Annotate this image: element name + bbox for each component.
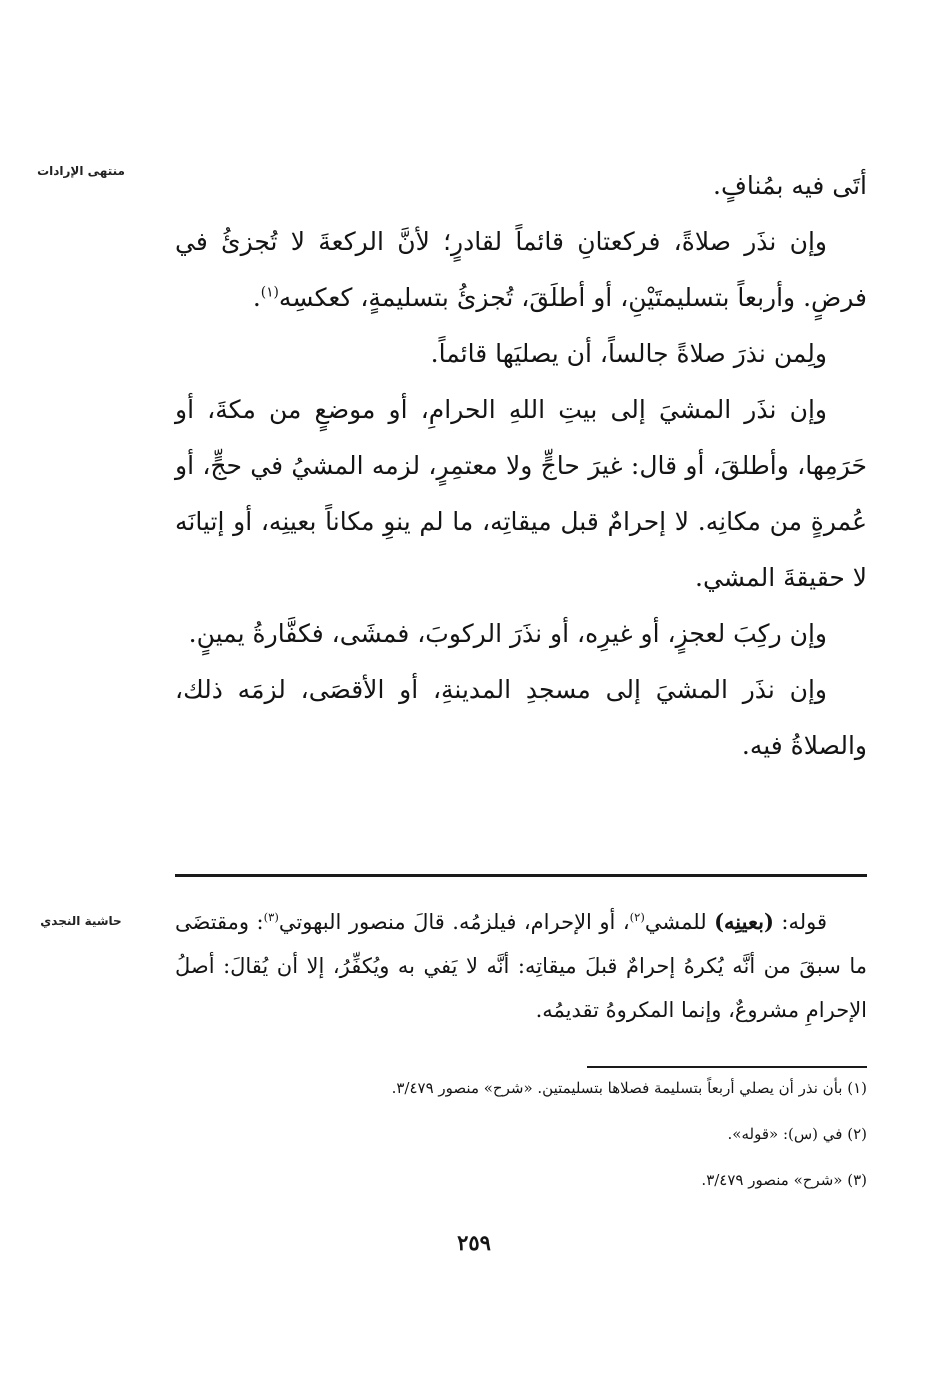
section-divider	[175, 874, 867, 877]
commentary-title-label: حاشية النجدي	[40, 914, 122, 928]
commentary-keyword: (بعينِه)	[714, 909, 774, 934]
footnote-divider	[587, 1066, 867, 1068]
commentary-part-1: للمشي	[644, 910, 715, 934]
main-paragraph-6: وإن نذَر المشيَ إلى مسجدِ المدينةِ، أو الأقصَى، لزمَه ذلك، والصلاةُ فيه.	[175, 675, 867, 760]
main-paragraph-2-text: وإن نذَر صلاةً، فركعتانِ قائماً لقادرٍ؛ لأنَّ الركعةَ لا تُجزئُ في فرضٍ. وأربعاً بتسليمتَيْنِ، أو أطلَقَ، تُجزئُ بتسليمةٍ، كعكسِه	[175, 227, 867, 312]
main-paragraph-3: ولِمن نذرَ صلاةً جالساً، أن يصليَها قائماً.	[430, 339, 827, 368]
commentary-intro: قوله:	[773, 910, 828, 934]
footnote-1: (١) بأن نذر أن يصلي أربعاً بتسليمة فصلاها بتسليمتين. «شرح» منصور ٣/٤٧٩.	[391, 1079, 867, 1097]
commentary-part-3: : ومقتضَى ما سبقَ من أنَّه يُكرهُ إحرامٌ قبلَ ميقاتِه: أنَّه لا يَفي به ويُكفِّرُ، إلا أن يُقالَ: أصلُ الإحرامِ مشروعٌ، وإنما المكروهُ تقديمُه.	[175, 910, 867, 1022]
commentary-text	[175, 900, 867, 1032]
footnote-3: (٣) «شرح» منصور ٣/٤٧٩.	[701, 1171, 867, 1189]
book-title-label: منتهى الإرادات	[37, 164, 125, 178]
footnote-2: (٢) في (س): «قوله».	[727, 1125, 867, 1143]
main-paragraph-4: وإن نذَر المشيَ إلى بيتِ اللهِ الحرامِ، أو موضعٍ من مكةَ، أو حَرَمِها، وأطلقَ، أو قال: غيرَ حاجٍّ ولا معتمِرٍ، لزمه المشيُ في حجٍّ، أو عُمرةٍ من مكانِه. لا إحرامٌ قبل ميقاتِه، ما لم ينوِ مكاناً بعينِه، أو إتيانَه لا حقيقةَ المشي.	[175, 395, 867, 592]
footnote-ref-2[interactable]: (٢)	[629, 910, 645, 924]
footnotes	[175, 1078, 867, 1216]
main-paragraph-1: أتَى فيه بمُنافٍ.	[713, 171, 867, 200]
main-paragraph-5: وإن ركِبَ لعجزٍ، أو غيرِه، أو نذَرَ الركوبَ، فمشَى، فكفَّارةُ يمينٍ.	[188, 619, 827, 648]
main-text	[175, 158, 867, 774]
page-number: ٢٥٩	[457, 1230, 491, 1255]
footnote-ref-1[interactable]: (١)	[260, 284, 279, 301]
main-paragraph-2	[175, 214, 867, 326]
main-paragraph-2-end: .	[252, 283, 261, 312]
commentary-part-2: ، أو الإحرام، فيلزمُه. قالَ منصور البهوتي	[278, 910, 630, 934]
footnote-ref-3[interactable]: (٣)	[263, 910, 279, 924]
commentary-paragraph	[175, 900, 867, 1032]
